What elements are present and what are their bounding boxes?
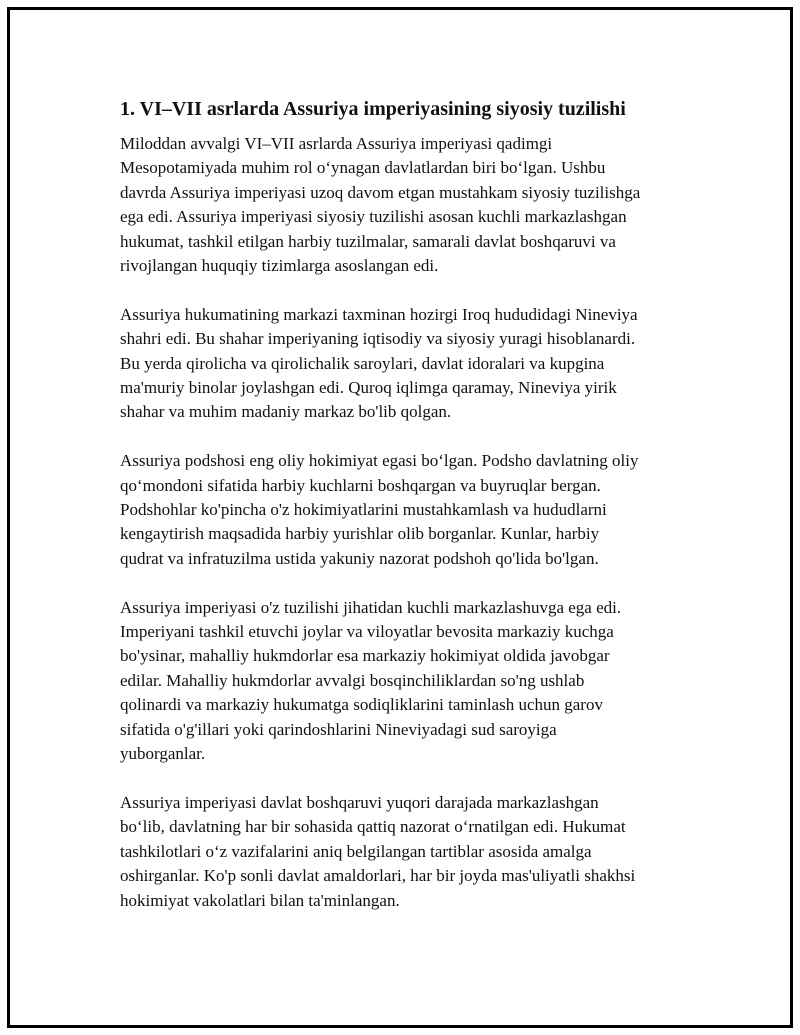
paragraph-line: qoʻmondoni sifatida harbiy kuchlarni boshqargan va buyruqlar bergan. (120, 475, 601, 495)
paragraph (120, 791, 710, 913)
paragraph-line: kengaytirish maqsadida harbiy yurishlar olib borganlar. Kunlar, harbiy (120, 524, 600, 544)
paragraph-line: Assuriya hukumatining markazi taxminan hozirgi Iroq hududidagi Nineviya (120, 304, 638, 324)
document-body (120, 96, 710, 937)
paragraph-line: qudrat va infratuzilma ustida yakuniy nazorat podshoh qo'lida bo'lgan. (120, 548, 599, 568)
paragraph-line: qolinardi va markaziy hukumatga sodiqliklarini taminlash uchun garov (120, 695, 603, 715)
paragraph-line: edilar. Mahalliy hukmdorlar avvalgi bosqinchiliklardan so'ng ushlab (120, 670, 585, 690)
paragraph-line: hukumat, tashkil etilgan harbiy tuzilmalar, samarali davlat boshqaruvi va (120, 231, 616, 251)
paragraph-line: hokimiyat vakolatlari bilan ta'minlangan. (120, 890, 400, 910)
page-border (7, 7, 793, 1028)
paragraph-line: Bu yerda qirolicha va qirolichalik saroylari, davlat idoralari va kupgina (120, 353, 605, 373)
paragraph (120, 132, 710, 278)
paragraph-line: davrda Assuriya imperiyasi uzoq davom etgan mustahkam siyosiy tuzilishga (120, 182, 641, 202)
paragraph-line: Assuriya imperiyasi o'z tuzilishi jihatidan kuchli markazlashuvga ega edi. (120, 597, 622, 617)
paragraph-line: Imperiyani tashkil etuvchi joylar va viloyatlar bevosita markaziy kuchga (120, 622, 614, 642)
paragraph-line: Podshohlar ko'pincha o'z hokimiyatlarini mustahkamlash va hududlarni (120, 500, 607, 520)
paragraph-line: Assuriya podshosi eng oliy hokimiyat egasi boʻlgan. Podsho davlatning oliy (120, 451, 639, 471)
paragraph-line: yuborganlar. (120, 744, 206, 764)
paragraph-line: sifatida o'g'illari yoki qarindoshlarini Nineviyadagi sud saroyiga (120, 719, 557, 739)
paragraph-line: Assuriya imperiyasi davlat boshqaruvi yuqori darajada markazlashgan (120, 792, 599, 812)
paragraph-line: boʻlib, davlatning har bir sohasida qattiq nazorat oʻrnatilgan edi. Hukumat (120, 817, 626, 837)
paragraph-line: ma'muriy binolar joylashgan edi. Quroq iqlimga qaramay, Nineviya yirik (120, 378, 617, 398)
paragraph-line: Mesopotamiyada muhim rol oʻynagan davlatlardan biri boʻlgan. Ushbu (120, 158, 606, 178)
paragraph-line: Miloddan avvalgi VI–VII asrlarda Assuriya imperiyasi qadimgi (120, 134, 553, 153)
paragraph-line: oshirganlar. Ko'p sonli davlat amaldorlari, har bir joyda mas'uliyatli shakhsi (120, 866, 636, 886)
paragraph-line: shahri edi. Bu shahar imperiyaning iqtisodiy va siyosiy yuragi hisoblanardi. (120, 329, 636, 349)
paragraph-line: tashkilotlari oʻz vazifalarini aniq belgilangan tartiblar asosida amalga (120, 841, 592, 861)
paragraph-line: shahar va muhim madaniy markaz bo'lib qolgan. (120, 402, 452, 422)
paragraph (120, 596, 710, 767)
paragraph-line: ega edi. Assuriya imperiyasi siyosiy tuzilishi asosan kuchli markazlashgan (120, 207, 627, 227)
paragraph-line: bo'ysinar, mahalliy hukmdorlar esa markaziy hokimiyat oldida javobgar (120, 646, 610, 666)
document-title: 1. VI–VII asrlarda Assuriya imperiyasining siyosiy tuzilishi (120, 98, 626, 120)
paragraph (120, 303, 710, 425)
paragraph-list (120, 132, 710, 913)
paragraph (120, 449, 710, 571)
paragraph-line: rivojlangan huquqiy tizimlarga asoslangan edi. (120, 256, 439, 276)
